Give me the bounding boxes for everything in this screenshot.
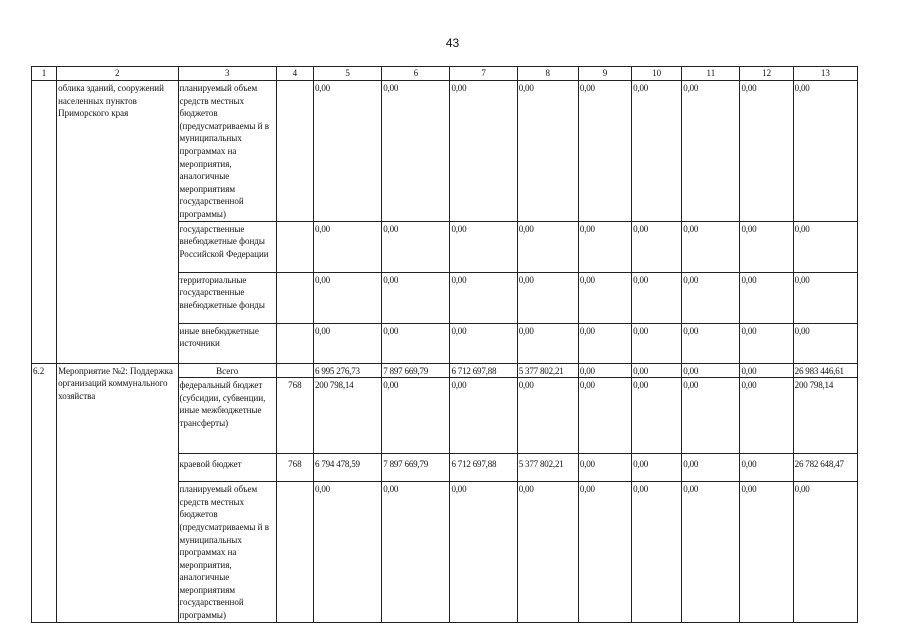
header-row <box>32 67 858 81</box>
column-header: 3 <box>178 67 276 81</box>
value-cell: 0,00 <box>793 323 857 363</box>
value-cell: 0,00 <box>682 272 740 323</box>
value-cell: 0,00 <box>740 323 793 363</box>
value-cell: 0,00 <box>382 221 450 272</box>
code-cell <box>276 81 313 222</box>
value-cell: 0,00 <box>740 378 793 454</box>
funding-source-cell: планируемый объем средств местных бюджетов (предусматриваемы й в муниципальных программах на мероприятия, аналогичные мероприятиям государственной программы) <box>178 81 276 222</box>
value-cell: 0,00 <box>382 323 450 363</box>
value-cell: 0,00 <box>313 482 381 623</box>
table-row-total <box>32 363 858 378</box>
row-number-cell <box>32 81 57 364</box>
measure-name-cell: Мероприятие №2: Поддержка организаций коммунального хозяйства <box>57 363 178 622</box>
value-cell: 200 798,14 <box>313 378 381 454</box>
column-header: 1 <box>32 67 57 81</box>
value-cell: 0,00 <box>382 272 450 323</box>
value-cell: 0,00 <box>632 221 682 272</box>
value-cell: 0,00 <box>517 221 578 272</box>
value-cell: 200 798,14 <box>793 378 857 454</box>
value-cell: 0,00 <box>740 221 793 272</box>
total-value-cell: 26 983 446,61 <box>793 363 857 378</box>
measure-name-cell: облика зданий, сооружений населенных пунктов Приморского края <box>57 81 178 364</box>
total-value-cell: 6 995 276,73 <box>313 363 381 378</box>
value-cell: 6 794 478,59 <box>313 454 381 482</box>
column-header: 2 <box>57 67 178 81</box>
column-header: 11 <box>682 67 740 81</box>
value-cell: 0,00 <box>682 482 740 623</box>
code-cell <box>276 363 313 378</box>
funding-source-cell: иные внебюджетные источники <box>178 323 276 363</box>
value-cell: 0,00 <box>450 323 517 363</box>
value-cell: 0,00 <box>382 81 450 222</box>
value-cell: 0,00 <box>578 323 631 363</box>
code-cell <box>276 221 313 272</box>
value-cell: 0,00 <box>382 482 450 623</box>
value-cell: 0,00 <box>632 482 682 623</box>
value-cell: 0,00 <box>313 81 381 222</box>
funding-source-cell: федеральный бюджет (субсидии, субвенции, иные межбюджетные трансферты) <box>178 378 276 454</box>
value-cell: 0,00 <box>740 482 793 623</box>
code-cell: 768 <box>276 378 313 454</box>
column-header: 8 <box>517 67 578 81</box>
value-cell: 0,00 <box>632 81 682 222</box>
value-cell: 0,00 <box>632 454 682 482</box>
value-cell: 0,00 <box>450 482 517 623</box>
value-cell: 0,00 <box>793 482 857 623</box>
value-cell: 0,00 <box>578 221 631 272</box>
value-cell: 0,00 <box>682 81 740 222</box>
funding-source-cell: краевой бюджет <box>178 454 276 482</box>
value-cell: 0,00 <box>517 378 578 454</box>
funding-source-cell: территориальные государственные внебюджетные фонды <box>178 272 276 323</box>
value-cell: 7 897 669,79 <box>382 454 450 482</box>
value-cell: 0,00 <box>682 454 740 482</box>
value-cell: 0,00 <box>740 454 793 482</box>
table-row <box>32 81 858 222</box>
value-cell: 0,00 <box>450 378 517 454</box>
value-cell: 0,00 <box>682 221 740 272</box>
code-cell <box>276 323 313 363</box>
value-cell: 0,00 <box>450 81 517 222</box>
total-label-cell: Всего <box>178 363 276 378</box>
value-cell: 0,00 <box>578 378 631 454</box>
total-value-cell: 5 377 802,21 <box>517 363 578 378</box>
value-cell: 0,00 <box>313 221 381 272</box>
value-cell: 0,00 <box>682 323 740 363</box>
total-value-cell: 7 897 669,79 <box>382 363 450 378</box>
value-cell: 0,00 <box>450 221 517 272</box>
value-cell: 0,00 <box>793 272 857 323</box>
total-value-cell: 0,00 <box>578 363 631 378</box>
value-cell: 6 712 697,88 <box>450 454 517 482</box>
funding-source-cell: планируемый объем средств местных бюджетов (предусматриваемы й в муниципальных программах на мероприятия, аналогичные мероприятиям государственной программы) <box>178 482 276 623</box>
value-cell: 0,00 <box>313 272 381 323</box>
value-cell: 0,00 <box>632 378 682 454</box>
value-cell: 5 377 802,21 <box>517 454 578 482</box>
column-header: 7 <box>450 67 517 81</box>
value-cell: 0,00 <box>632 272 682 323</box>
value-cell: 0,00 <box>740 81 793 222</box>
value-cell: 0,00 <box>793 221 857 272</box>
code-cell: 768 <box>276 454 313 482</box>
column-header: 5 <box>313 67 381 81</box>
column-header: 6 <box>382 67 450 81</box>
value-cell: 0,00 <box>517 272 578 323</box>
total-value-cell: 6 712 697,88 <box>450 363 517 378</box>
value-cell: 0,00 <box>632 323 682 363</box>
funding-source-cell: государственные внебюджетные фонды Российской Федерации <box>178 221 276 272</box>
column-header: 12 <box>740 67 793 81</box>
value-cell: 0,00 <box>517 482 578 623</box>
value-cell: 0,00 <box>517 81 578 222</box>
value-cell: 0,00 <box>578 454 631 482</box>
column-header: 13 <box>793 67 857 81</box>
total-value-cell: 0,00 <box>682 363 740 378</box>
value-cell: 0,00 <box>313 323 381 363</box>
value-cell: 0,00 <box>450 272 517 323</box>
column-header: 4 <box>276 67 313 81</box>
value-cell: 0,00 <box>740 272 793 323</box>
column-header: 10 <box>632 67 682 81</box>
value-cell: 0,00 <box>578 272 631 323</box>
code-cell <box>276 482 313 623</box>
total-value-cell: 0,00 <box>632 363 682 378</box>
value-cell: 0,00 <box>517 323 578 363</box>
total-value-cell: 0,00 <box>740 363 793 378</box>
column-header: 9 <box>578 67 631 81</box>
value-cell: 0,00 <box>578 482 631 623</box>
budget-table <box>31 66 858 623</box>
value-cell: 0,00 <box>793 81 857 222</box>
value-cell: 26 782 648,47 <box>793 454 857 482</box>
page-number: 43 <box>445 36 460 50</box>
code-cell <box>276 272 313 323</box>
value-cell: 0,00 <box>578 81 631 222</box>
value-cell: 0,00 <box>682 378 740 454</box>
row-number-cell: 6.2 <box>32 363 57 622</box>
value-cell: 0,00 <box>382 378 450 454</box>
